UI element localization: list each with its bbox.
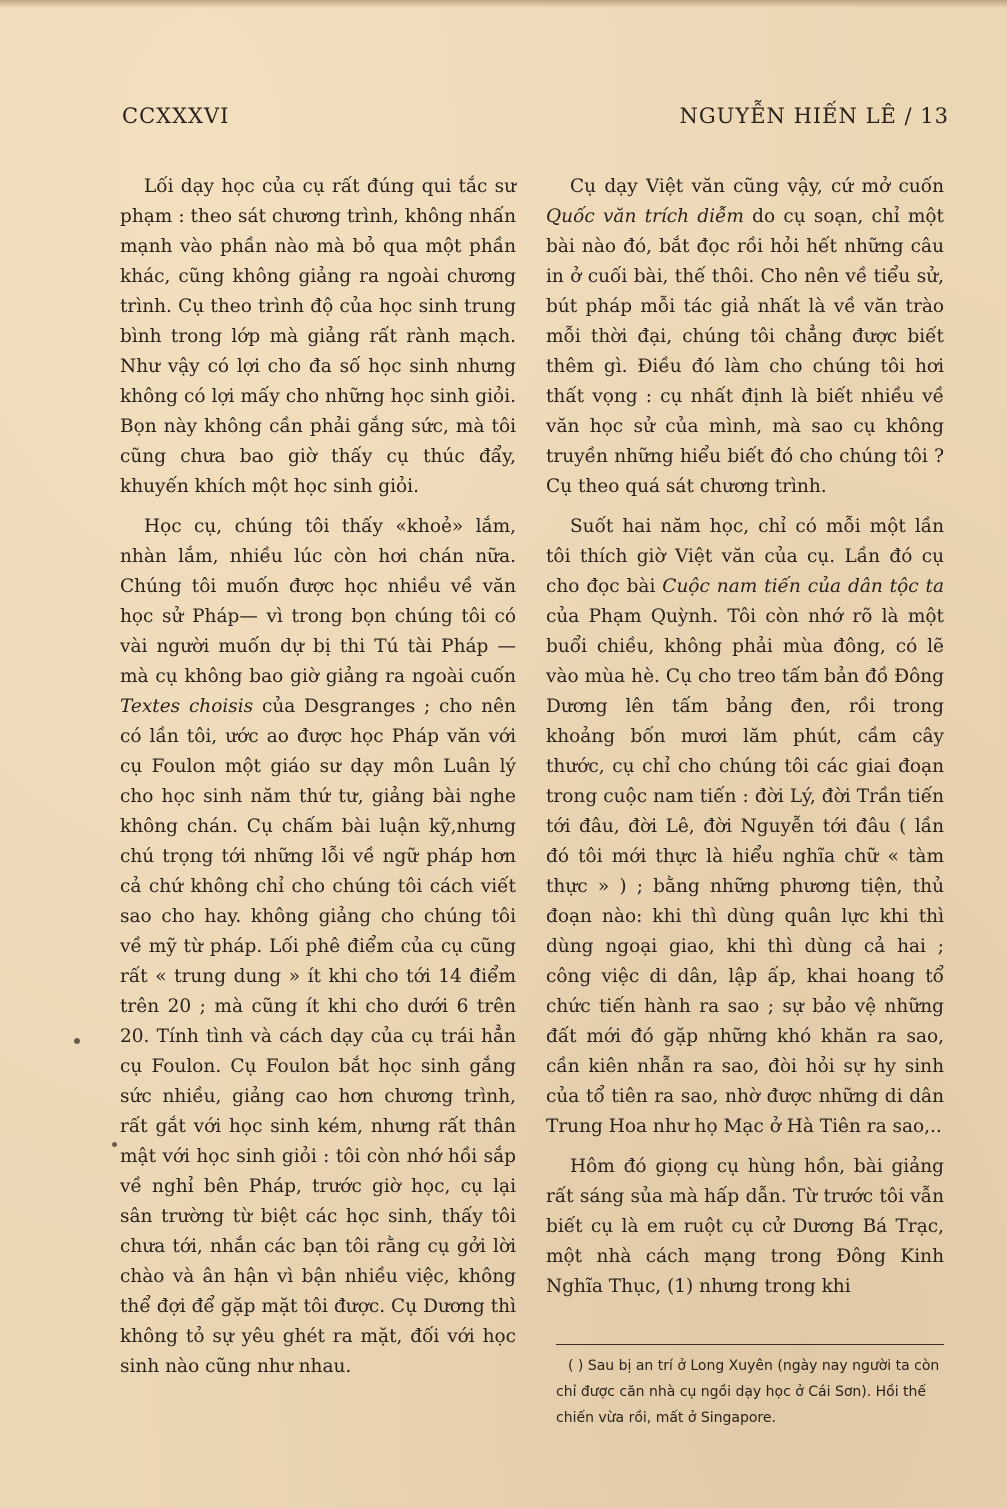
footnote [556, 1353, 948, 1431]
footnote-divider [556, 1344, 944, 1345]
paragraph-text: Cụ dạy Việt văn cũng vậy, cứ mở cuốn [570, 176, 944, 197]
page-top-edge [0, 0, 1007, 8]
ink-spot [74, 1038, 80, 1044]
running-header [122, 104, 949, 136]
book-title: Textes choisis [120, 696, 254, 717]
ink-spot [112, 1142, 117, 1147]
paragraph-text: của Desgranges ; cho nên có lần tôi, ước ao được học Pháp văn với cụ Foulon một giáo sư dạy môn Luân lý cho học sinh năm thứ tư, giảng bài nghe không chán. Cụ chấm bài luận kỹ,nhưng chú trọng tới những lỗi về ngữ pháp hơn cả chứ không chỉ cho chúng tôi cách viết sao cho hay. không giảng cho chúng tôi về mỹ từ pháp. Lối phê điểm của cụ cũng rất « trung dung » ít khi cho tới 14 điểm trên 20 ; mà cũng ít khi cho dưới 6 trên 20. Tính tình và cách dạy của cụ trái hẳn cụ Foulon. Cụ Foulon bắt học sinh gắng sức nhiều, giảng cao hơn chương trình, rất gắt với học sinh kém, nhưng rất thân mật với học sinh giỏi : tôi còn nhớ hồi sắp về nghỉ bên Pháp, trước giờ học, cụ lại sân trường từ biệt các học sinh, thấy tôi chưa tới, nhắn các bạn tôi rằng cụ gởi lời chào và ân hận vì bận nhiều việc, không thể đợi để gặp mặt tôi được. Cụ Dương thì không tỏ sự yêu ghét ra mặt, đối với học sinh nào cũng như nhau. [120, 696, 517, 1377]
book-title: Cuộc nam tiến của dân tộc ta [662, 576, 944, 597]
paragraph [546, 512, 944, 1142]
paragraph [546, 172, 944, 502]
paragraph-text: Suốt hai năm học, chỉ có mỗi một lần tôi thích giờ Việt văn của cụ. Lần đó cụ cho đọc bài [546, 516, 944, 597]
footnote-text: ( ) Sau bị an trí ở Long Xuyên (ngày nay người ta còn chỉ được căn nhà cụ ngồi dạy học ở Cái Sơn). Hồi thế chiến vừa rồi, mất ở Singapore. [556, 1358, 940, 1426]
header-roman-numeral: CCXXXVI [122, 104, 230, 128]
paragraph: Hôm đó giọng cụ hùng hồn, bài giảng rất sáng sủa mà hấp dẫn. Từ trước tôi vẫn biết cụ là em ruột cụ cử Dương Bá Trạc, một nhà cách mạng trong Đông Kinh Nghĩa Thục, (1) nhưng trong khi [546, 1156, 944, 1297]
book-title: Quốc văn trích diễm [546, 206, 744, 227]
paragraph-text: của Phạm Quỳnh. Tôi còn nhớ rõ là một buổi chiều, không phải mùa đông, có lẽ vào mùa hè. Cụ cho treo tấm bản đồ Đông Dương lên tấm bảng đen, rồi trong khoảng bốn mươi lăm phút, cầm cây thước, cụ chỉ cho chúng tôi các giai đoạn trong cuộc nam tiến : đời Lý, đời Trần tiến tới đâu, đời Lê, đời Nguyễn tới đâu ( lần đó tôi mới thực là hiểu nghĩa chữ « tàm thực » ) ; bằng những phương tiện, thủ đoạn nào: khi thì dùng quân lực khi thì dùng ngoại giao, khi thì dùng cả hai ; công việc di dân, lập ấp, khai hoang tổ chức tiến hành ra sao ; sự bảo vệ những đất mới đó gặp những khó khăn ra sao, cần kiên nhẫn ra sao, đòi hỏi sự hy sinh của tổ tiên ra sao, nhờ được những di dân Trung Hoa như họ Mạc ở Hà Tiên ra sao,.. [546, 606, 944, 1137]
right-column [546, 172, 944, 1312]
paragraph [120, 512, 516, 1382]
paragraph: Lối dạy học của cụ rất đúng qui tắc sư phạm : theo sát chương trình, không nhấn mạnh vào phần nào mà bỏ qua một phần khác, cũng không giảng ra ngoài chương trình. Cụ theo trình độ của học sinh trung bình trong lớp mà giảng rất rành mạch. Như vậy có lợi cho đa số học sinh nhưng không có lợi mấy cho những học sinh giỏi. Bọn này không cần phải gắng sức, mà tôi cũng chưa bao giờ thấy cụ thúc đẩy, khuyến khích một học sinh giỏi. [120, 176, 516, 497]
paragraph-text: do cụ soạn, chỉ một bài nào đó, bắt đọc rồi hỏi hết những câu in ở cuối bài, thế thôi. Cho nên về tiểu sử, bút pháp mỗi tác giả nhất là về văn trào mỗi thời đại, chúng tôi chẳng được biết thêm gì. Điều đó làm cho chúng tôi hơi thất vọng : cụ nhất định là biết nhiều về văn học sử của mình, mà sao cụ không truyền những hiểu biết đó cho chúng tôi ? Cụ theo quá sát chương trình. [546, 206, 944, 497]
left-column [120, 172, 516, 1392]
header-author-page-number: NGUYỄN HIẾN LÊ / 13 [679, 104, 949, 128]
paragraph-text: Học cụ, chúng tôi thấy «khoẻ» lắm, nhàn lắm, nhiều lúc còn hơi chán nữa. Chúng tôi muốn được học nhiều về văn học sử Pháp— vì trong bọn chúng tôi có vài người muốn dự bị thi Tú tài Pháp — mà cụ không bao giờ giảng ra ngoài cuốn [120, 516, 516, 687]
